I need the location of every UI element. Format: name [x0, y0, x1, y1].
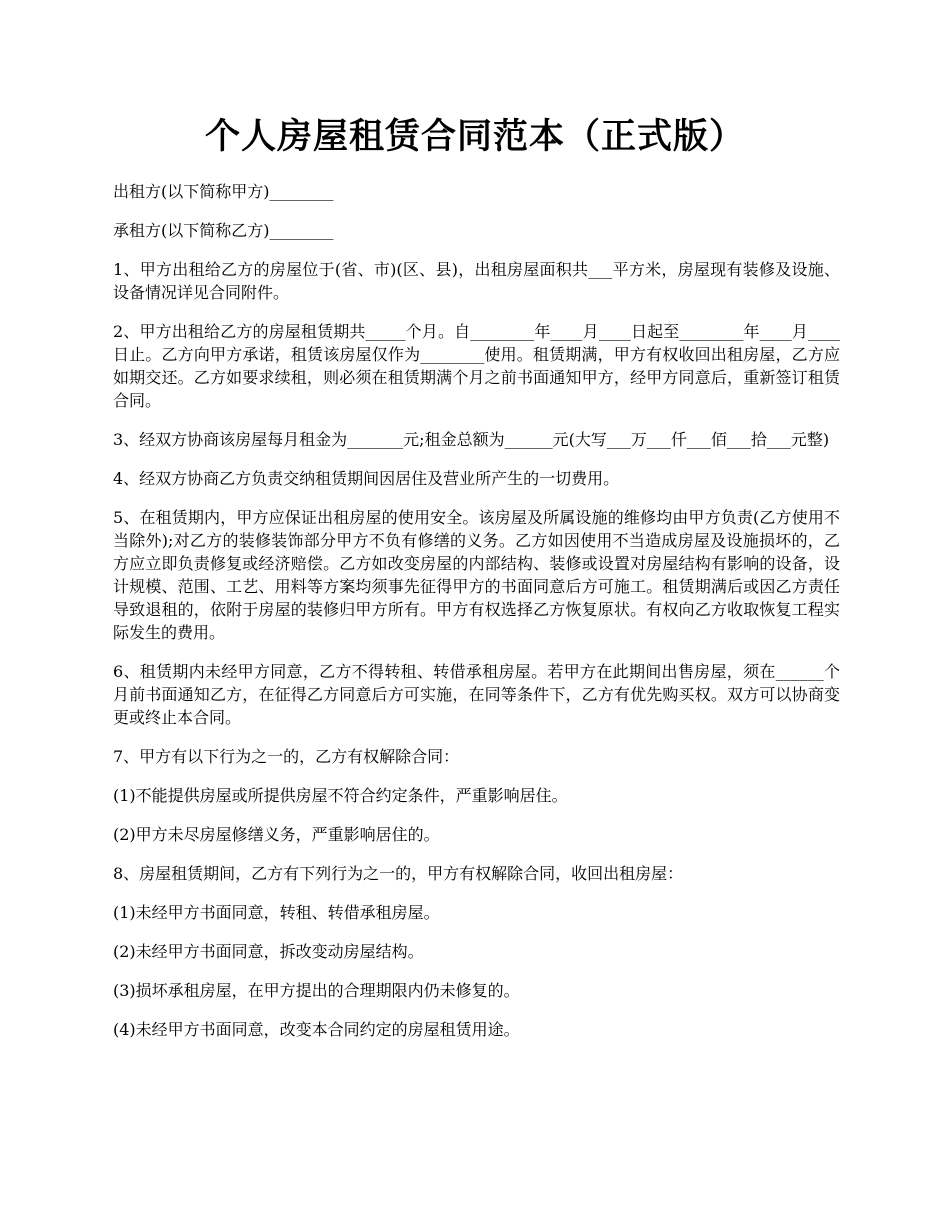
clause-8-item-4: (4)未经甲方书面同意，改变本合同约定的房屋租赁用途。	[113, 1020, 520, 1039]
clause-3: 3、经双方协商该房屋每月租金为_______元;租金总额为______元(大写___万___仟___佰___拾___元整)	[113, 430, 830, 449]
clause-8-item-2: (2)未经甲方书面同意，拆改变动房屋结构。	[113, 942, 424, 961]
lessor-line: 出租方(以下简称甲方)________	[113, 182, 334, 201]
clause-2: 2、甲方出租给乙方的房屋租赁期共_____个月。自________年____月____日起至________年____月____日止。乙方向甲方承诺，租赁该房屋仅作为________使用。租赁期满，甲方有权收回出租房屋，乙方应如期交还。乙方如要求续租，则必须在租赁期满个月之前书面通知甲方，经甲方同意后，重新签订租赁合同。	[113, 322, 840, 410]
clause-7: 7、甲方有以下行为之一的，乙方有权解除合同：	[113, 747, 460, 766]
clause-7-item-2: (2)甲方未尽房屋修缮义务，严重影响居住的。	[113, 825, 440, 844]
clause-5: 5、在租赁期内，甲方应保证出租房屋的使用安全。该房屋及所属设施的维修均由甲方负责(乙方使用不当除外);对乙方的装修装饰部分甲方不负有修缮的义务。乙方如因使用不当造成房屋及设施损坏的，乙方应立即负责修复或经济赔偿。乙方如改变房屋的内部结构、装修或设置对房屋结构有影响的设备，设计规模、范围、工艺、用料等方案均须事先征得甲方的书面同意后方可施工。租赁期满后或因乙方责任导致退租的，依附于房屋的装修归甲方所有。甲方有权选择乙方恢复原状。有权向乙方收取恢复工程实际发生的费用。	[113, 508, 840, 642]
clause-8-item-1: (1)未经甲方书面同意，转租、转借承租房屋。	[113, 903, 440, 922]
document-body	[113, 180, 840, 1057]
clause-1: 1、甲方出租给乙方的房屋位于(省、市)(区、县)，出租房屋面积共___平方米，房屋现有装修及设施、设备情况详见合同附件。	[113, 260, 840, 302]
lessee-line: 承租方(以下简称乙方)________	[113, 221, 334, 240]
clause-8-item-3: (3)损坏承租房屋，在甲方提出的合理期限内仍未修复的。	[113, 981, 520, 1000]
clause-7-item-1: (1)不能提供房屋或所提供房屋不符合约定条件，严重影响居住。	[113, 786, 568, 805]
clause-8: 8、房屋租赁期间，乙方有下列行为之一的，甲方有权解除合同，收回出租房屋：	[113, 864, 684, 883]
clause-6: 6、租赁期内未经甲方同意，乙方不得转租、转借承租房屋。若甲方在此期间出售房屋，须在______个月前书面通知乙方，在征得乙方同意后方可实施，在同等条件下，乙方有优先购买权。双方可以协商变更或终止本合同。	[113, 662, 840, 727]
document-title: 个人房屋租赁合同范本（正式版）	[204, 116, 745, 157]
clause-4: 4、经双方协商乙方负责交纳租赁期间因居住及营业所产生的一切费用。	[113, 469, 620, 488]
